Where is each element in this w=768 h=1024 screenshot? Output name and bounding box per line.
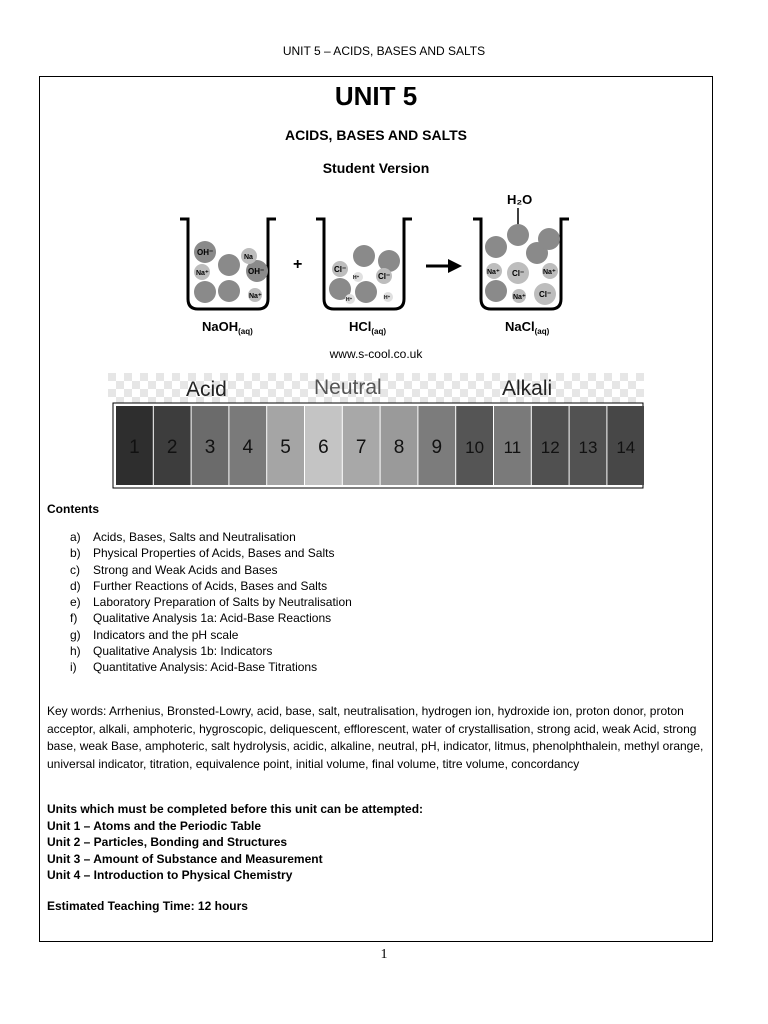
ion-label: Cl⁻ [378,272,391,281]
prerequisites [47,801,423,884]
item-text: Qualitative Analysis 1b: Indicators [93,644,273,659]
ion-label: OH⁻ [197,248,214,257]
list-item [70,610,352,626]
item-text: Laboratory Preparation of Salts by Neutralisation [93,595,352,610]
ion-label: Na [244,254,253,261]
ion-label: H⁺ [384,295,391,301]
keywords-paragraph: Key words: Arrhenius, Bronsted-Lowry, acid, base, salt, neutralisation, hydrogen ion, hydroxide ion, proton donor, proton acceptor, alkali, amphoteric, hygroscopic, deliquescent, efflorescent, water of crystallisation, strong acid, weak Acid, strong base, weak Base, amphoteric, salt hydrolysis, acidic, alkaline, neutral, pH, indicator, litmus, phenolphthalein, methyl orange, universal indicator, titration, equivalence point, initial volume, final volume, titre volume, concordancy [47,704,704,771]
prerequisite-unit: Unit 2 – Particles, Bonding and Structures [47,835,288,849]
formula-label: NaOH [202,319,239,334]
ion-label: H⁺ [346,297,353,303]
item-text: Further Reactions of Acids, Bases and Salts [93,578,328,593]
ph-value-label: 12 [540,438,560,457]
item-text: Acids, Bases, Salts and Neutralisation [93,530,296,544]
ph-value-label: 14 [616,438,636,457]
ion-label: Na⁺ [543,269,556,276]
item-text: Quantitative Analysis: Acid-Base Titrations [93,660,318,675]
ph-value-label: 3 [204,437,216,458]
unit-title: UNIT 5 [334,81,418,111]
ph-value-label: 8 [393,437,405,458]
svg-text:HCl(aq) [349,319,386,336]
list-item [70,643,352,659]
item-letter: h) [70,644,81,659]
item-letter: g) [70,627,81,642]
ph-value-label: 13 [578,438,598,457]
ion-label: OH⁻ [248,267,265,276]
item-letter: i) [70,660,77,675]
teaching-time: Estimated Teaching Time: 12 hours [47,899,248,913]
item-letter: c) [70,562,80,577]
prerequisite-unit: Unit 4 – Introduction to Physical Chemistry [47,868,293,882]
ion-label: Na⁺ [249,293,262,300]
list-item [70,529,352,545]
item-text: Indicators and the pH scale [93,627,239,642]
beaker-nacl [473,192,569,336]
prerequisite-unit: Unit 3 – Amount of Substance and Measurement [47,851,323,866]
ph-label-acid: Acid [186,378,227,401]
ion-label: Na⁺ [487,269,500,276]
prerequisites-heading: Units which must be completed before this unit can be attempted: [47,802,424,816]
item-text: Physical Properties of Acids, Bases and Salts [93,546,335,561]
ph-value-label: 2 [166,437,178,458]
item-text: Strong and Weak Acids and Bases [93,562,278,577]
list-item [70,545,352,561]
state-label: (aq) [238,327,253,336]
item-letter: a) [70,530,81,544]
ion-label: Cl⁻ [512,269,525,278]
water-label: H₂O [507,192,533,207]
formula-label: HCl [349,319,372,334]
ion-label: H⁺ [353,275,360,281]
ph-label-alkali: Alkali [502,377,553,400]
ph-value-label: 11 [503,438,522,457]
list-item [70,562,352,578]
beaker-hcl [316,219,412,336]
ph-value-label: 1 [129,437,140,458]
ion-label: Cl⁻ [334,265,347,274]
ph-value-label: 4 [242,437,254,458]
item-text: Qualitative Analysis 1a: Acid-Base Reactions [93,611,332,626]
item-letter: e) [70,595,81,610]
ph-value-label: 7 [355,437,367,458]
prerequisite-unit: Unit 1 – Atoms and the Periodic Table [47,818,262,833]
version-label: Student Version [322,160,430,176]
running-header: UNIT 5 – ACIDS, BASES AND SALTS [282,44,486,58]
figure-source: www.s-cool.co.uk [329,347,423,361]
svg-text:NaCl(aq) [505,319,550,336]
plus-sign: + [293,256,303,273]
reaction-arrow [426,259,462,273]
formula-label: NaCl [505,319,535,334]
ion-label: Na⁺ [513,294,526,301]
ph-scale [108,373,644,493]
ion-label: Cl⁻ [539,290,552,299]
item-letter: f) [70,611,78,626]
ph-value-label: 9 [431,437,443,458]
svg-text:NaOH(aq) [202,319,253,336]
item-letter: b) [70,546,81,561]
ph-value-label: 5 [280,437,291,458]
state-label: (aq) [371,327,387,336]
list-item [70,594,352,610]
contents-list [70,529,352,676]
list-item [70,578,352,594]
page-number: 1 [380,947,388,962]
beaker-naoh [180,219,276,336]
ion-label: Na⁺ [196,270,209,277]
state-label: (aq) [534,327,550,336]
list-item [70,627,352,643]
unit-subtitle: ACIDS, BASES AND SALTS [284,127,467,143]
ph-value-label: 10 [465,438,485,457]
item-letter: d) [70,578,81,593]
ph-label-neutral: Neutral [314,376,382,399]
ph-value-label: 6 [318,437,329,458]
neutralisation-figure [40,189,714,339]
contents-heading: Contents [47,502,99,516]
list-item [70,659,352,675]
cover-frame [39,76,713,942]
